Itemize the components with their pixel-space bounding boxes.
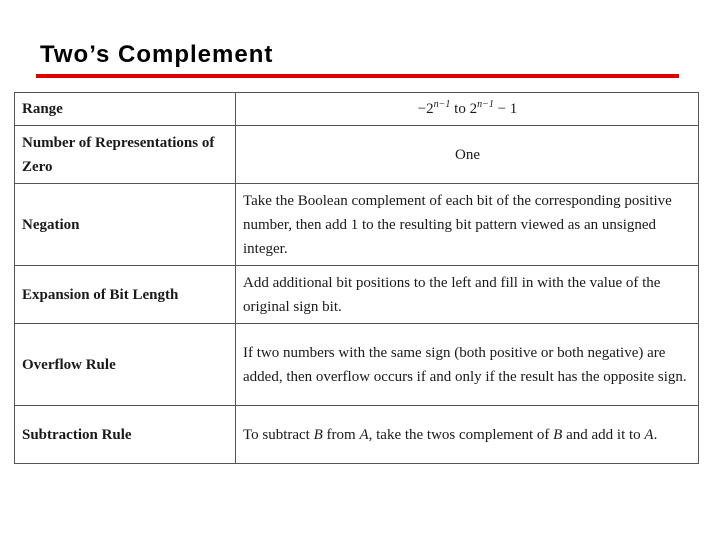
range-value xyxy=(236,93,699,126)
table-row-range xyxy=(15,93,699,126)
range-pre: −2 xyxy=(417,101,434,117)
variable-b: B xyxy=(313,426,323,443)
range-mid: to 2 xyxy=(450,101,478,117)
table-row-overflow-rule xyxy=(15,324,699,406)
row-value: If two numbers with the same sign (both positive or both negative) are added, then overflow occurs if and only if the result has the opposite sign. xyxy=(236,324,699,406)
table-row-bit-expansion xyxy=(15,266,699,324)
slide-title: Two’s Complement xyxy=(40,41,274,68)
table-row-subtraction-rule xyxy=(15,406,699,464)
row-value: Add additional bit positions to the left and fill in with the value of the original sign bit. xyxy=(236,266,699,324)
row-label: Number of Representations of Zero xyxy=(15,126,236,184)
row-label: Negation xyxy=(15,184,236,266)
text-part: from xyxy=(322,426,360,443)
row-label: Subtraction Rule xyxy=(15,406,236,464)
variable-a: A xyxy=(359,426,369,443)
title-underline xyxy=(36,74,679,78)
range-exponent-2: n−1 xyxy=(477,99,494,110)
text-part: . xyxy=(653,426,658,443)
row-label: Expansion of Bit Length xyxy=(15,266,236,324)
row-label: Range xyxy=(15,93,236,126)
twos-complement-table xyxy=(14,92,699,464)
text-part: , take the twos complement of xyxy=(368,426,554,443)
row-label: Overflow Rule xyxy=(15,324,236,406)
row-value: Take the Boolean complement of each bit of the corresponding positive number, then add 1 to the resulting bit pattern viewed as an unsigned integer. xyxy=(236,184,699,266)
variable-b: B xyxy=(553,426,563,443)
range-post: − 1 xyxy=(493,101,518,117)
table-row-zero-representations xyxy=(15,126,699,184)
variable-a: A xyxy=(644,426,654,443)
text-part: and add it to xyxy=(562,426,645,443)
range-exponent-1: n−1 xyxy=(433,99,451,110)
subtraction-value xyxy=(236,406,699,464)
row-value: One xyxy=(236,126,699,184)
text-part: To subtract xyxy=(243,426,314,443)
table-row-negation xyxy=(15,184,699,266)
